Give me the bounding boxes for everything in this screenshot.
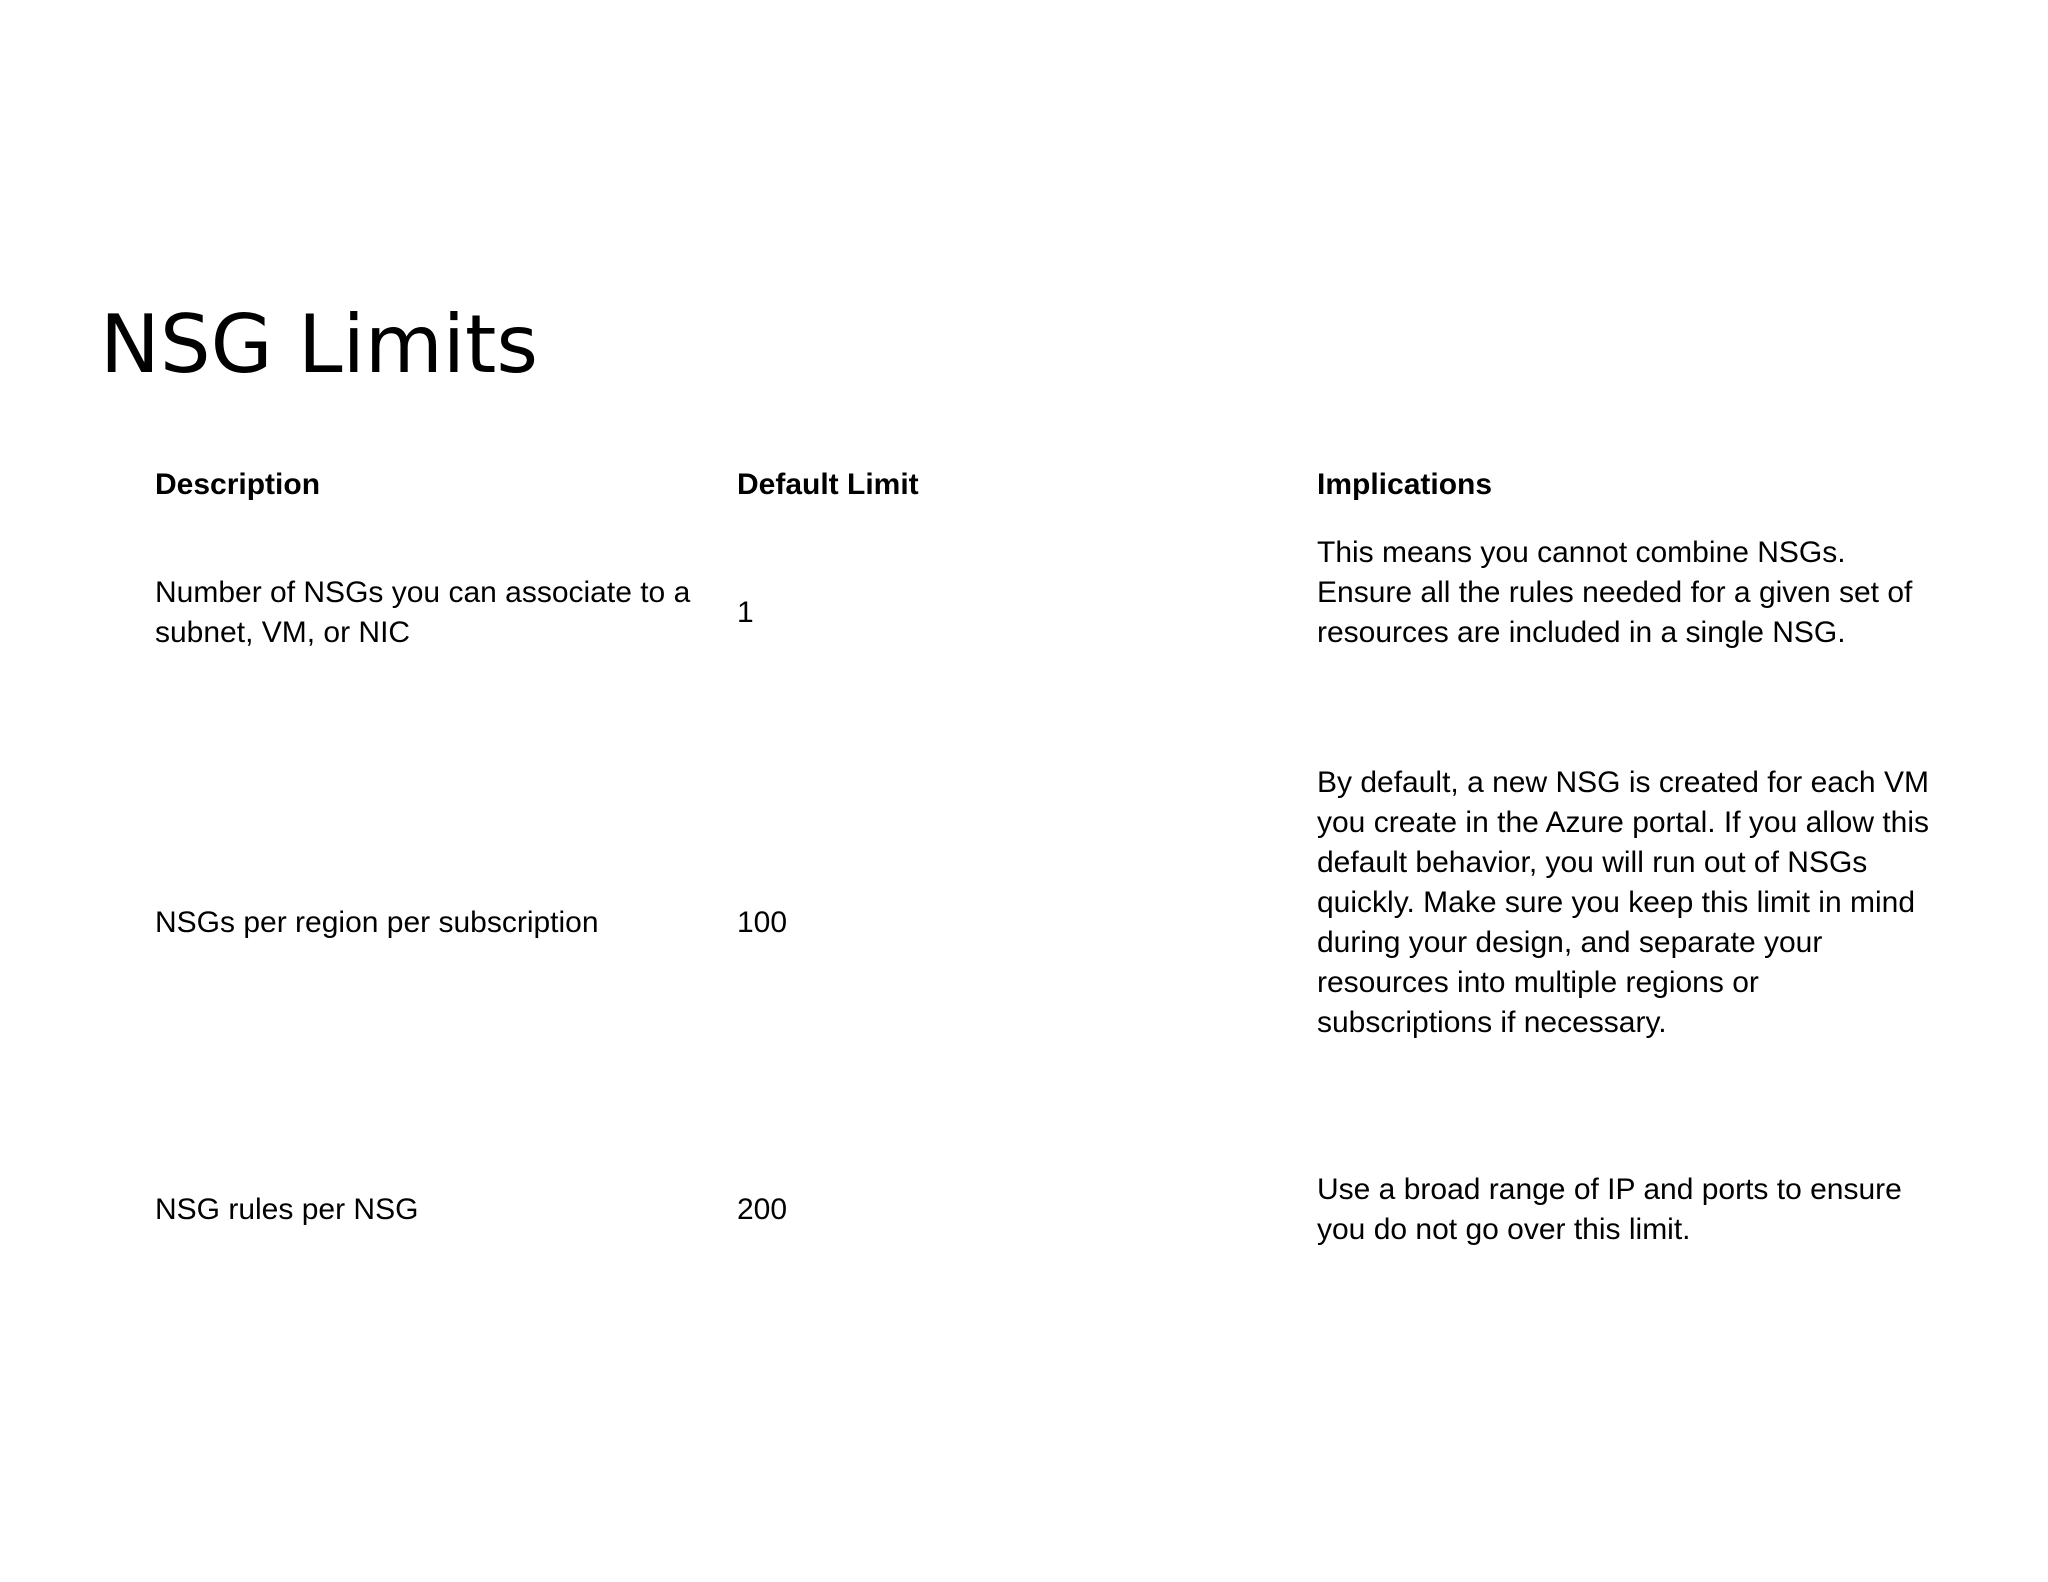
row-description: NSGs per region per subscription	[155, 906, 599, 939]
column-header-default-limit: Default Limit	[737, 468, 919, 501]
column-header-description: Description	[155, 468, 321, 501]
row-default-limit: 200	[737, 1193, 788, 1226]
page-title: NSG Limits	[100, 298, 539, 391]
row-description: NSG rules per NSG	[155, 1193, 419, 1226]
row-default-limit: 1	[737, 596, 754, 629]
row-default-limit: 100	[737, 906, 788, 939]
row-implications: By default, a new NSG is created for each VM you create in the Azure portal. If you allow this default behavior, you will run out of NSGs quickly. Make sure you keep this limit in mind during your design, and separate your resources into multiple regions or subscriptions if necessary.	[1317, 766, 1929, 1039]
row-implications: Use a broad range of IP and ports to ensure you do not go over this limit.	[1317, 1173, 1902, 1246]
row-description: Number of NSGs you can associate to a subnet, VM, or NIC	[155, 576, 691, 649]
column-header-implications: Implications	[1317, 468, 1493, 501]
row-implications: This means you cannot combine NSGs. Ensure all the rules needed for a given set of resources are included in a single NSG.	[1317, 536, 1913, 649]
